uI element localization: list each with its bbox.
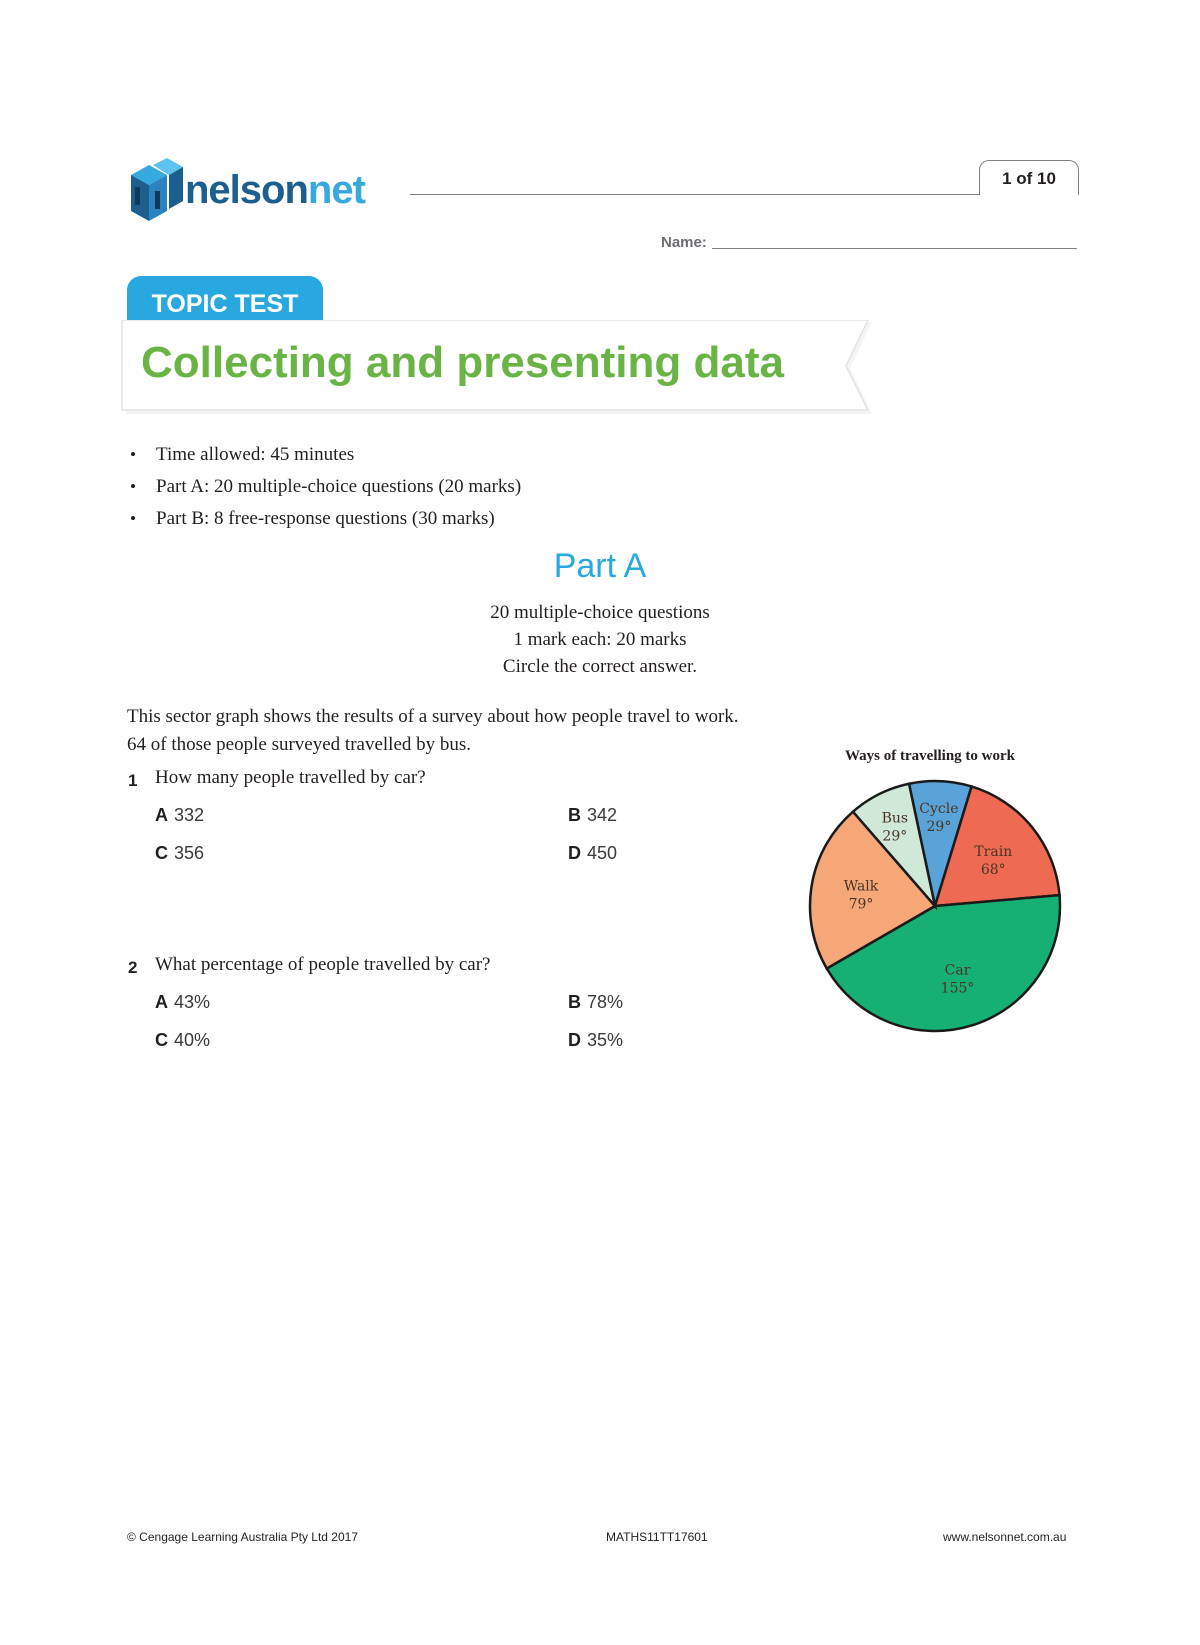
answer-option[interactable] [155,1030,210,1051]
footer-code: MATHS11TT17601 [606,1530,708,1544]
name-label: Name: [661,234,707,251]
part-a-heading: Part A [553,547,647,585]
list-item: • Time allowed: 45 minutes [127,439,521,471]
logo-text-net: net [307,168,365,212]
option-value: 35% [587,1030,624,1050]
option-value: 450 [587,843,618,863]
chart-title: Ways of travelling to work [845,748,1015,764]
part-a-info-line: 1 mark each: 20 marks [513,629,687,650]
pie-chart [790,768,1080,1048]
slice-label: Cycle [919,801,959,818]
slice-label: Train [974,843,1013,860]
slice-label: Car [944,962,971,979]
option-value: 332 [174,805,205,825]
answer-option[interactable] [568,1030,623,1051]
slice-value-label: 29° [926,819,952,836]
nelsonnet-logo [127,157,417,227]
answer-option[interactable] [568,843,617,864]
question-number: 1 [128,771,138,790]
answer-option[interactable] [155,805,204,826]
option-letter: B [568,805,581,825]
list-item: • Part A: 20 multiple-choice questions (20 marks) [127,471,521,503]
option-value: 78% [587,992,624,1012]
option-value: 40% [174,1030,211,1050]
topic-test-badge: TOPIC TEST [127,276,323,332]
list-item: • Part B: 8 free-response questions (30 marks) [127,503,521,535]
option-letter: A [155,992,168,1012]
answer-option[interactable] [155,843,204,864]
answer-option[interactable] [568,805,617,826]
footer-copyright: © Cengage Learning Australia Pty Ltd 2017 [127,1530,358,1544]
question-number: 2 [128,958,138,977]
part-a-info-line: 20 multiple-choice questions [490,602,710,623]
slice-label: Walk [843,878,879,895]
part-a-info [0,599,1200,680]
intro-line: This sector graph shows the results of a survey about how people travel to work. [127,706,739,727]
header-rule [410,194,1077,195]
footer-url[interactable]: www.nelsonnet.com.au [943,1530,1067,1544]
answer-option[interactable] [568,992,623,1013]
slice-value-label: 79° [848,896,874,913]
slice-value-label: 155° [940,980,975,997]
slice-value-label: 29° [882,828,908,845]
page-title: Collecting and presenting data [141,338,784,387]
option-letter: D [568,843,581,863]
option-value: 356 [174,843,205,863]
option-value: 342 [587,805,618,825]
question-text: What percentage of people travelled by car? [155,954,491,975]
part-a-info-line: Circle the correct answer. [502,656,698,677]
name-input-line[interactable] [712,248,1077,249]
answer-option[interactable] [155,992,210,1013]
question-intro [127,703,739,759]
option-value: 43% [174,992,211,1012]
test-info-list [127,439,521,535]
page-indicator: 1 of 10 [979,160,1079,195]
logo-text-nelson: nelson [185,168,308,212]
question-text: How many people travelled by car? [155,767,426,788]
option-letter: B [568,992,581,1012]
slice-label: Bus [881,810,909,827]
option-letter: D [568,1030,581,1050]
cube-logo-icon [127,157,187,227]
intro-line: 64 of those people surveyed travelled by bus. [127,734,472,755]
option-letter: A [155,805,168,825]
option-letter: C [155,1030,168,1050]
option-letter: C [155,843,168,863]
slice-value-label: 68° [980,861,1006,878]
